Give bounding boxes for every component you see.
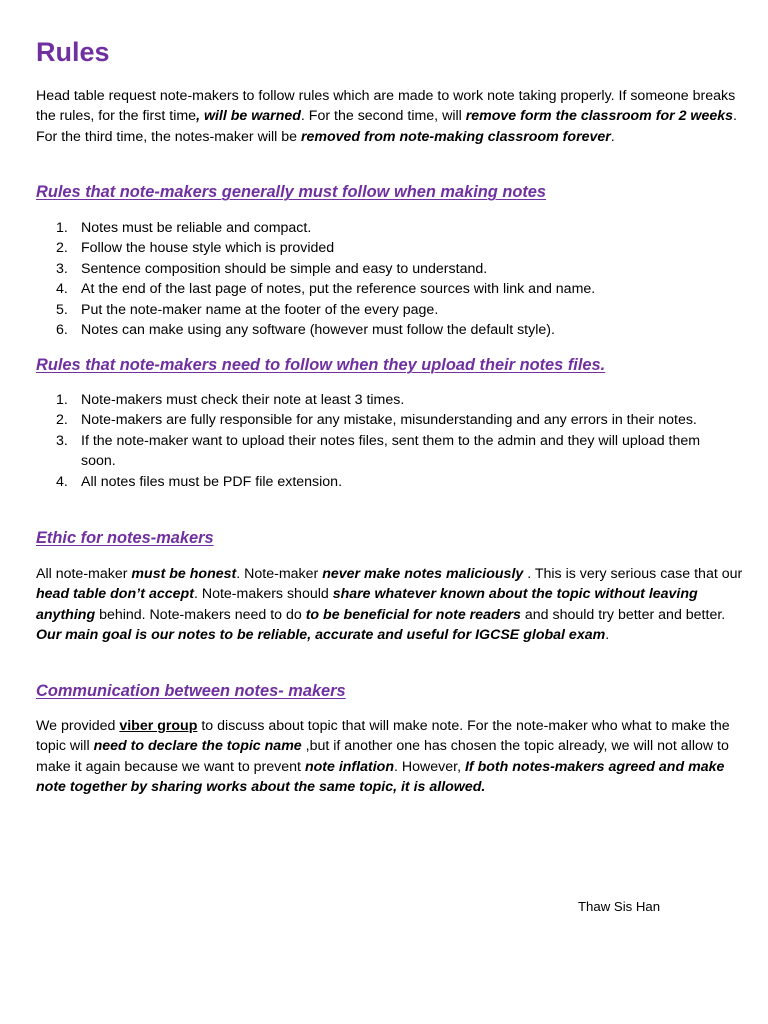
intro-emphasis: removed from note-making classroom forever	[300, 128, 611, 145]
list-item	[36, 410, 726, 430]
list-text: At the end of the last page of notes, put the reference sources with link and name.	[81, 281, 596, 298]
list-text: Notes can make using any software (however must follow the default style).	[81, 322, 555, 339]
ethic-paragraph	[36, 564, 748, 646]
list-text: Put the note-maker name at the footer of the every page.	[81, 301, 439, 318]
intro-text: Head table request note-makers to follow rules which are made to work note taking properly. If someone breaks the rules, for the first time	[36, 88, 736, 125]
list-number: 4.	[56, 281, 68, 298]
list-item	[36, 431, 726, 472]
list-text: If the note-maker want to upload their notes files, sent them to the admin and they will upload them soon.	[81, 432, 701, 470]
list-number: 3.	[56, 260, 68, 277]
list-text: Sentence composition should be simple and easy to understand.	[81, 260, 488, 277]
list-number: 1.	[56, 392, 68, 408]
list-number: 4.	[56, 473, 68, 490]
section-heading-upload-notes: Rules that note-makers need to follow when they upload their notes files.	[36, 356, 606, 374]
communication-paragraph	[36, 716, 748, 798]
list-number: 2.	[56, 240, 68, 257]
list-number: 1.	[56, 220, 68, 236]
communication-text: We provided	[36, 718, 120, 734]
ethic-text: and should try better and better.	[520, 606, 726, 623]
intro-emphasis: , will be warned	[196, 108, 301, 125]
list-text: All notes files must be PDF file extension.	[81, 473, 343, 490]
intro-text: .	[610, 128, 615, 145]
ethic-emphasis: to be beneficial for note readers	[305, 606, 521, 623]
section-heading-making-notes: Rules that note-makers generally must follow when making notes	[36, 183, 547, 201]
viber-group-text: viber group	[119, 718, 198, 734]
intro-text: . For the third time, the notes-maker will be	[36, 108, 737, 145]
intro-text: . For the second time, will	[300, 108, 466, 125]
list-text: Notes must be reliable and compact.	[81, 220, 312, 236]
list-item	[36, 320, 726, 340]
section-heading-communication: Communication between notes- makers	[36, 682, 346, 700]
list-item	[36, 472, 726, 492]
ethic-text: . Note-makers should	[193, 586, 333, 603]
list-item	[36, 390, 726, 410]
list-item	[36, 218, 726, 238]
list-number: 6.	[56, 322, 68, 339]
making-notes-rules-list	[36, 218, 726, 340]
intro-emphasis: remove form the classroom for 2 weeks	[465, 108, 734, 125]
ethic-text: All note-maker	[36, 566, 132, 582]
list-text: Note-makers must check their note at least 3 times.	[81, 392, 405, 408]
list-item	[36, 300, 726, 320]
ethic-text: .	[605, 627, 610, 644]
communication-text: . However,	[394, 758, 465, 775]
communication-emphasis: note inflation	[304, 758, 394, 775]
ethic-text: behind. Note-makers need to do	[95, 606, 306, 623]
upload-rules-list	[36, 390, 726, 492]
list-item	[36, 238, 726, 258]
page-title: Rules	[36, 37, 110, 67]
list-item	[36, 279, 726, 299]
communication-emphasis: need to declare the topic name	[93, 738, 302, 755]
ethic-emphasis: share whatever known about the topic without leaving anything	[36, 586, 698, 623]
list-text: Follow the house style which is provided	[81, 240, 335, 257]
ethic-emphasis: never make notes maliciously	[322, 566, 524, 582]
section-heading-ethic: Ethic for notes-makers	[36, 529, 214, 547]
list-text: Note-makers are fully responsible for any mistake, misunderstanding and any errors in their notes.	[81, 412, 697, 429]
ethic-emphasis: Our main goal is our notes to be reliable, accurate and useful for IGCSE global exam	[36, 627, 606, 644]
list-number: 5.	[56, 301, 68, 318]
communication-text: to discuss about topic that will make note. For the note-maker who what to make the topic will	[36, 718, 730, 755]
list-item	[36, 259, 726, 279]
intro-paragraph	[36, 86, 748, 147]
ethic-emphasis: head table don’t accept	[36, 586, 194, 603]
communication-emphasis: If both notes-makers agreed and make note together by sharing works about the same topic, it is allowed.	[36, 758, 725, 796]
communication-text: ,but if another one has chosen the topic already, we will not allow to make it again because we want to prevent	[36, 738, 729, 775]
ethic-text: . This is very serious case that our	[523, 566, 743, 582]
author-signature: Thaw Sis Han	[578, 899, 661, 914]
list-number: 3.	[56, 432, 68, 449]
ethic-text: . Note-maker	[236, 566, 323, 582]
ethic-emphasis: must be honest	[131, 566, 237, 582]
list-number: 2.	[56, 412, 68, 429]
